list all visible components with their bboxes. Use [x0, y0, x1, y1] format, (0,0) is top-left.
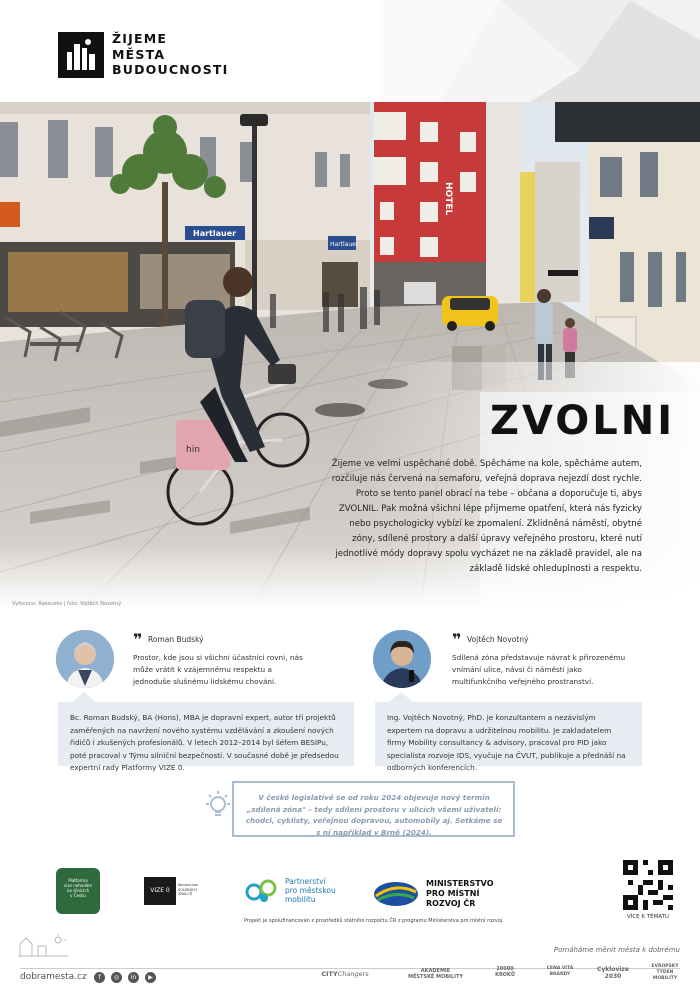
footer-logo-akademie: AKADEMIE MĚSTSKÉ MOBILITY — [407, 968, 463, 980]
ministry-emblem-icon — [372, 880, 420, 908]
logo-wordmark: ŽIJEME MĚSTA BUDOUCNOSTI — [112, 31, 229, 77]
bio-box-2: Ing. Vojtěch Novotný, PhD. je konzultantem a nezávislým expertem na dopravu a udržitelnou mobilitu. Je zakladatelem firmy Mobility consultancy & advisory, pracoval pro PID jako specialista rozvoje IDS, vyučuje na ČVUT, publikuje a přednáší na odborných konferencích. — [375, 702, 642, 766]
youtube-icon[interactable]: ▶ — [145, 972, 156, 983]
qr-caption: VÍCE K TÉMATU — [626, 914, 670, 920]
quote-text-2: Sdílená zóna představuje návrat k přirozenému vnímání ulice, návsi či náměstí jako multifunkčního veřejného prostranství. — [452, 653, 626, 686]
footer-tagline: Pomáháme měnit města k dobrému — [553, 946, 680, 954]
avatar-roman-budsky — [56, 630, 114, 688]
legislation-info-text: V české legislativě se od roku 2024 objevuje nový termín „sdílená zóna" – tedy sdílení prostoru v ulicích všemi uživateli: chodci, cyklisty, veřejnou dopravou, automobily aj. Setkáme se s ní například v Brně (2024). — [245, 793, 503, 837]
photo-credit: Vyfoceno: Rakousko | foto: Vojtěch Novotný — [12, 601, 122, 607]
partner-vize0-logo: VIZE 0 — [144, 877, 176, 905]
footer-divider — [20, 968, 680, 969]
partner-ministry-logo: MINISTERSTVO PRO MÍSTNÍ ROZVOJ ČR — [426, 879, 494, 908]
intro-paragraph: Žijeme ve velmi uspěchané době. Spěcháme na kole, spěcháme autem, rozčiluje nás červená na semaforu, veřejná doprava nejezdí dost rychle. Proto se tento panel obrací na tebe – občana a doporučuje ti, abys ZVOLNIL. Pak možná všichni lépe přijmeme opatření, která nás fyzicky nebo psychologicky vybízí ke zpomalení. Zklidněná náměstí, obytné zóny, sdílené prostory a další úpravy veřejného prostoru, které nutí jednotlivé módy dopravy spolu vycházet ne na základě pravidel, ale na základě lidské ohleduplnosti a respektu. — [331, 459, 642, 574]
partner-konsorcium-logo: Konsorcium SOUDNÍCH ZNALCŮ — [178, 883, 199, 896]
facebook-icon[interactable]: f — [94, 972, 105, 983]
funding-note: Projekt je spolufinancován z prostředků státního rozpočtu ČR z programu Ministerstva pro místní rozvoj. — [244, 918, 504, 924]
shop-sign-left: Hartlauer — [193, 229, 237, 238]
quote-name-1: Roman Budský — [148, 635, 204, 644]
footer-website-link[interactable]: dobramesta.cz — [20, 972, 87, 982]
header-polygon-decoration — [380, 0, 700, 102]
logo-icon — [58, 32, 104, 78]
footer-logo-cyklovize: Cyklovize 2030 — [596, 966, 629, 980]
bio-notch — [72, 692, 96, 702]
footer-logo-evropsky-tyden: EVROPSKÝ TÝDEN MOBILITY — [651, 964, 679, 981]
bag-text: hin — [186, 445, 200, 455]
partner-partnerstvi-logo: Partnerství pro městskou mobilitu — [285, 877, 336, 904]
city-outline-icon — [18, 934, 68, 958]
quote-text-1: Prostor, kde jsou si všichni účastníci rovni, nás může vrátit k vzájemnému respektu a jednoduše slušnému lidskému chování. — [133, 653, 303, 686]
quote-mark-icon: ❞ — [452, 630, 462, 649]
linkedin-icon[interactable]: in — [128, 972, 139, 983]
footer-logo-citychangers: CITYChangers — [321, 970, 369, 978]
bio-box-1: Bc. Roman Budský, BA (Hons), MBA je dopravní expert, autor tří projektů zaměřených na navržení nového systému vzdělávání a zkoušení nových řidičů i zkušených profesionálů. V letech 2012–2014 byl šéfem BESIPu, poté pracoval v Týmu silniční bezpečnosti. V současné době je předsedou expertní rady Platformy VIZE 0. — [58, 702, 354, 766]
footer-logo-cena-vita: CENA VITA BRANDY — [546, 966, 574, 977]
partner-platforma-logo: Platforma vize nehodám na silnicích v Česku — [56, 868, 100, 914]
footer-logo-10000-kroku: 10000 KROKŮ — [495, 966, 515, 978]
qr-code[interactable] — [623, 860, 673, 910]
instagram-icon[interactable]: ◎ — [111, 972, 122, 983]
partnerstvi-icon — [244, 876, 280, 904]
bio-notch — [389, 692, 413, 702]
quote-name-2: Vojtěch Novotný — [467, 635, 529, 644]
avatar-vojtech-novotny — [373, 630, 431, 688]
lightbulb-icon — [200, 788, 236, 824]
hotel-sign: HOTEL — [443, 182, 453, 216]
quote-mark-icon: ❞ — [133, 630, 143, 649]
shop-sign-right: Hartlauer — [330, 241, 359, 248]
page-title: ZVOLNI — [490, 398, 676, 444]
